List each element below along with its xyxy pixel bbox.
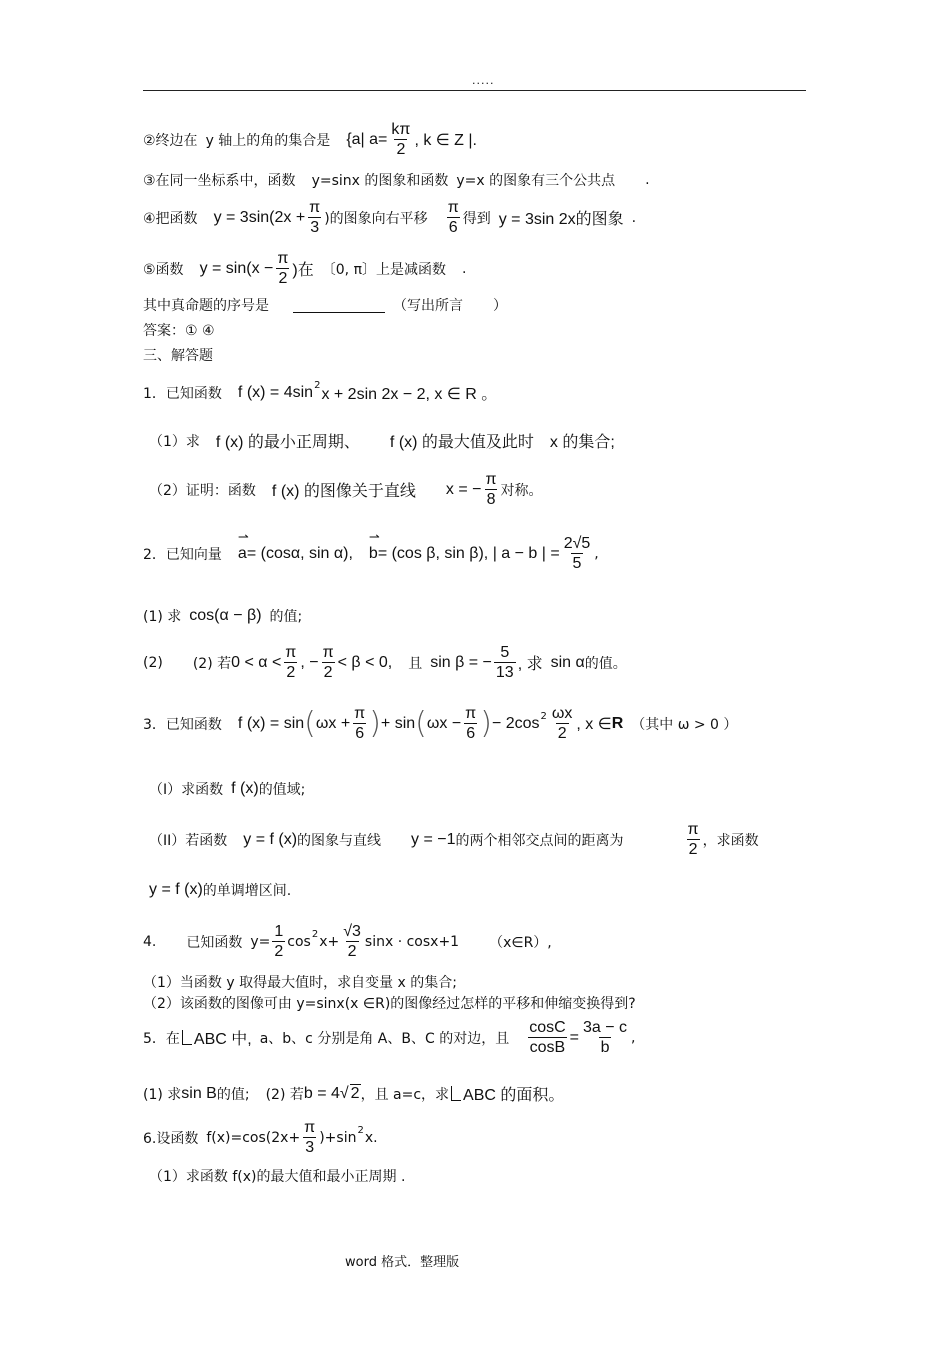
q3-f: − 2cos [491, 714, 540, 732]
q2-s2c: 0 < α < [231, 653, 282, 671]
problem-5-parts [143, 1082, 564, 1105]
p2-d: , k ∈ Z |. [414, 131, 477, 149]
header-rule [143, 90, 806, 91]
q2-fraction: $\frac{2√5}{5}$ [563, 535, 591, 572]
q2-s1c: 的值; [269, 609, 303, 625]
q2-fraction-3: $\frac{5}{13}$ [495, 644, 514, 681]
p3-b: y=sinx 的图象和函数 [311, 173, 449, 189]
q5-s1d: (2) 若 [265, 1086, 304, 1103]
q1-a: 1．已知函数 [143, 385, 222, 402]
q2-s1a: (1) 求 [143, 609, 182, 625]
problem-3-part-2-cont [149, 880, 291, 900]
paren-open-1: ( [304, 705, 316, 741]
q5-d: , [631, 1029, 636, 1046]
q3-s3b: 的单调增区间. [202, 883, 292, 899]
problem-3-part-1 [149, 779, 305, 799]
q2-s2a: (2) [143, 654, 163, 671]
answer-blank [293, 298, 385, 313]
paren-open-2: ( [415, 705, 427, 741]
q3-fraction-2: $\frac{\pi}{6}$ [465, 705, 477, 742]
q3-fraction-4: $\frac{\pi}{2}$ [687, 821, 699, 858]
vector-a: ⇀ a [238, 545, 247, 563]
q4-f: sinx · cosx+1 [364, 933, 460, 950]
q2-s1b: cos(α − β) [189, 607, 262, 624]
p4-fraction: $\frac{\pi}{3}$ [309, 199, 321, 236]
problem-6 [143, 1118, 378, 1157]
q6-fraction: $\frac{\pi}{3}$ [304, 1119, 316, 1156]
angle-symbol [182, 1030, 192, 1045]
q5-s1e: b = 4 [303, 1084, 340, 1102]
problem-1-part-2 [149, 470, 543, 509]
header-dots: ..... [472, 74, 495, 87]
q4-e: x+ [319, 933, 340, 950]
problem-2-part-2 [143, 643, 627, 682]
problem-5 [143, 1018, 635, 1057]
q5-b: ABC 中, [193, 1031, 252, 1048]
q3-s2f: ，求函数 [702, 832, 759, 849]
q5-s1a: (1) 求 [143, 1086, 182, 1103]
q4-fraction-2: $\frac{√3}{2}$ [343, 923, 361, 960]
q3-g: , x ∈ [576, 715, 612, 733]
q3-a: 3．已知函数 [143, 716, 222, 733]
p5-fraction: $\frac{\pi}{2}$ [277, 250, 289, 287]
q-a: 其中真命题的序号是 [143, 298, 269, 314]
q1-fraction: $\frac{\pi}{8}$ [485, 471, 497, 508]
angle-symbol-2 [451, 1086, 461, 1101]
q3-b: f (x) = sin [237, 714, 305, 732]
q6-sup: 2 [357, 1125, 364, 1136]
problem-4 [143, 922, 552, 961]
q4-b: 已知函数 [186, 934, 243, 951]
proposition-4 [143, 198, 636, 237]
p4-f: . [631, 209, 637, 226]
sqrt-sign: √ [339, 1084, 349, 1102]
q2-s2f: 且 [408, 655, 423, 672]
q-c: ） [493, 298, 507, 314]
page-footer: word 格式．整理版 [345, 1255, 460, 1270]
p5-d: 〔0, π〕上是减函数 [321, 261, 447, 278]
q2-fraction-1: $\frac{\pi}{2}$ [285, 644, 297, 681]
q1-s2a: （2）证明：函数 [149, 482, 256, 499]
q6-b: f(x)=cos(2x+ [206, 1129, 301, 1146]
q4-c: y= [250, 933, 271, 950]
q3-s2c: 的图象与直线 [297, 832, 382, 849]
q5-s1c: 的值; [216, 1086, 250, 1103]
p4-e: y = 3sin 2x的图象 [498, 211, 624, 228]
q6-c: )+sin [319, 1129, 357, 1146]
q3-c: ωx + [315, 714, 351, 732]
q1-s2b: f (x) 的图像关于直线 [271, 483, 416, 500]
q1-s1d: x 的集合; [549, 434, 615, 451]
p3-c: y=x 的图象有三个公共点 [456, 173, 616, 189]
q3-s2d: y = −1 [411, 830, 456, 848]
q6-a: 6.设函数 [143, 1130, 199, 1147]
q3-s3a: y = f (x) [149, 881, 203, 898]
proposition-3 [143, 170, 650, 190]
q3-fraction-3: $\frac{\omega x}{2}$ [551, 705, 573, 742]
q2-s2g: sin β = − [430, 653, 492, 671]
problem-3-part-2 [149, 820, 759, 859]
p5-b: y = sin(x − [199, 259, 274, 277]
section-title: 三、解答题 [143, 348, 213, 364]
q5-c: a、b、c 分别是角 A、B、C 的对边，且 [259, 1030, 510, 1047]
q3-s2b: y = f (x) [243, 830, 298, 848]
p4-c: )的图象向右平移 [324, 210, 428, 227]
q3-fraction-1: $\frac{\pi}{6}$ [354, 705, 366, 742]
q2-s2e: < β < 0, [337, 653, 393, 671]
q3-sup: 2 [540, 711, 547, 722]
q4-d: cos [287, 933, 311, 950]
q3-s1c: 的值域; [258, 782, 306, 798]
q4-sup: 2 [311, 929, 319, 940]
p4-a: ④把函数 [143, 210, 198, 227]
q3-s2a: （II）若函数 [149, 832, 228, 849]
p2-b: y 轴上的角的集合是 [205, 132, 331, 149]
q1-s1b: f (x) 的最小正周期、 [215, 434, 360, 451]
q1-sup: 2 [314, 380, 321, 391]
q2-s2j: 的值。 [584, 655, 627, 672]
q3-s1: （I）求函数 [149, 782, 224, 798]
paren-close-2: ) [480, 705, 492, 741]
q3-s2e: 的两个相邻交点间的距离为 [455, 832, 624, 849]
q5-fraction-1: $\frac{\cos C}{\cos B}$ [529, 1019, 566, 1056]
p2-c: {a| a= [346, 130, 388, 148]
problem-4-part-1: （1）当函数 y 取得最大值时，求自变量 x 的集合; [143, 975, 457, 991]
p4-fraction-2: $\frac{\pi}{6}$ [447, 199, 459, 236]
q2-s2d: , − [300, 653, 319, 671]
q5-s1h: ABC 的面积。 [463, 1087, 565, 1104]
q3-h: R [611, 714, 624, 732]
q2-a: 2．已知向量 [143, 546, 222, 563]
question-line [143, 295, 507, 315]
q3-d: + sin [380, 714, 416, 732]
q4-a: 4. [143, 933, 157, 950]
q2-c: = (cos β, sin β), | a − b | = [377, 544, 560, 562]
vector-b: ⇀ b [369, 545, 378, 563]
q2-b: = (cosα, sin α), [246, 544, 353, 562]
q2-d: , [594, 545, 599, 562]
q2-fraction-2: $\frac{\pi}{2}$ [322, 644, 334, 681]
q1-s1a: （1）求 [149, 433, 200, 450]
q2-s2b: (2) 若 [192, 655, 232, 672]
q1-s2d: 对称。 [500, 482, 543, 499]
q5-s1b: sin B [181, 1084, 217, 1102]
proposition-5 [143, 249, 466, 288]
q5-s1f: 2 [350, 1085, 360, 1102]
q5-eq: = [569, 1028, 579, 1046]
problem-2 [143, 534, 599, 573]
p4-b: y = 3sin(2x + [213, 208, 306, 226]
problem-3 [143, 704, 737, 743]
q5-s1g: ，且 a=c，求 [360, 1086, 450, 1103]
p3-d: . [645, 172, 650, 188]
p5-e: . [462, 260, 467, 277]
proposition-2 [143, 120, 477, 159]
q4-fraction-1: $\frac{1}{2}$ [274, 923, 284, 960]
q3-s1b: f (x) [231, 780, 259, 797]
answer-line: 答案：① ④ [143, 323, 215, 339]
paren-close-1: ) [369, 705, 381, 741]
q2-s2h: , 求 [517, 656, 543, 673]
q1-s1c: f (x) 的最大值及此时 [389, 434, 534, 451]
p5-a: ⑤函数 [143, 261, 184, 278]
p2-a: ②终边在 [143, 132, 198, 149]
problem-2-part-1 [143, 606, 302, 626]
problem-6-part-1: （1）求函数 f(x)的最大值和最小正周期 . [149, 1169, 406, 1185]
q5-a: 5．在 [143, 1030, 180, 1047]
q4-g: （x∈R）, [489, 934, 552, 951]
problem-4-part-2: （2）该函数的图像可由 y=sinx(x ∈R)的图像经过怎样的平移和伸缩变换得到? [143, 996, 636, 1012]
q-b: （写出所言 [393, 298, 463, 314]
q6-d: x. [364, 1129, 378, 1146]
q5-fraction-2: $\frac{3a - c}{b}$ [583, 1019, 628, 1056]
p3-text: ③在同一坐标系中，函数 [143, 173, 296, 189]
problem-1 [143, 381, 497, 404]
q2-s2i: sin α [550, 653, 585, 671]
problem-1-part-1 [149, 429, 615, 452]
q1-b: f (x) = 4sin [237, 383, 314, 401]
p4-d: 得到 [462, 210, 491, 227]
p2-fraction: $\frac{k\pi}{2}$ [391, 121, 411, 158]
q1-c: x + 2sin 2x − 2, x ∈ R 。 [321, 386, 498, 403]
q3-e: ωx − [426, 714, 462, 732]
p5-c: )在 [292, 262, 314, 279]
q3-i: （其中 ω > 0 ） [631, 716, 738, 733]
q1-s2c: x = − [445, 480, 482, 498]
